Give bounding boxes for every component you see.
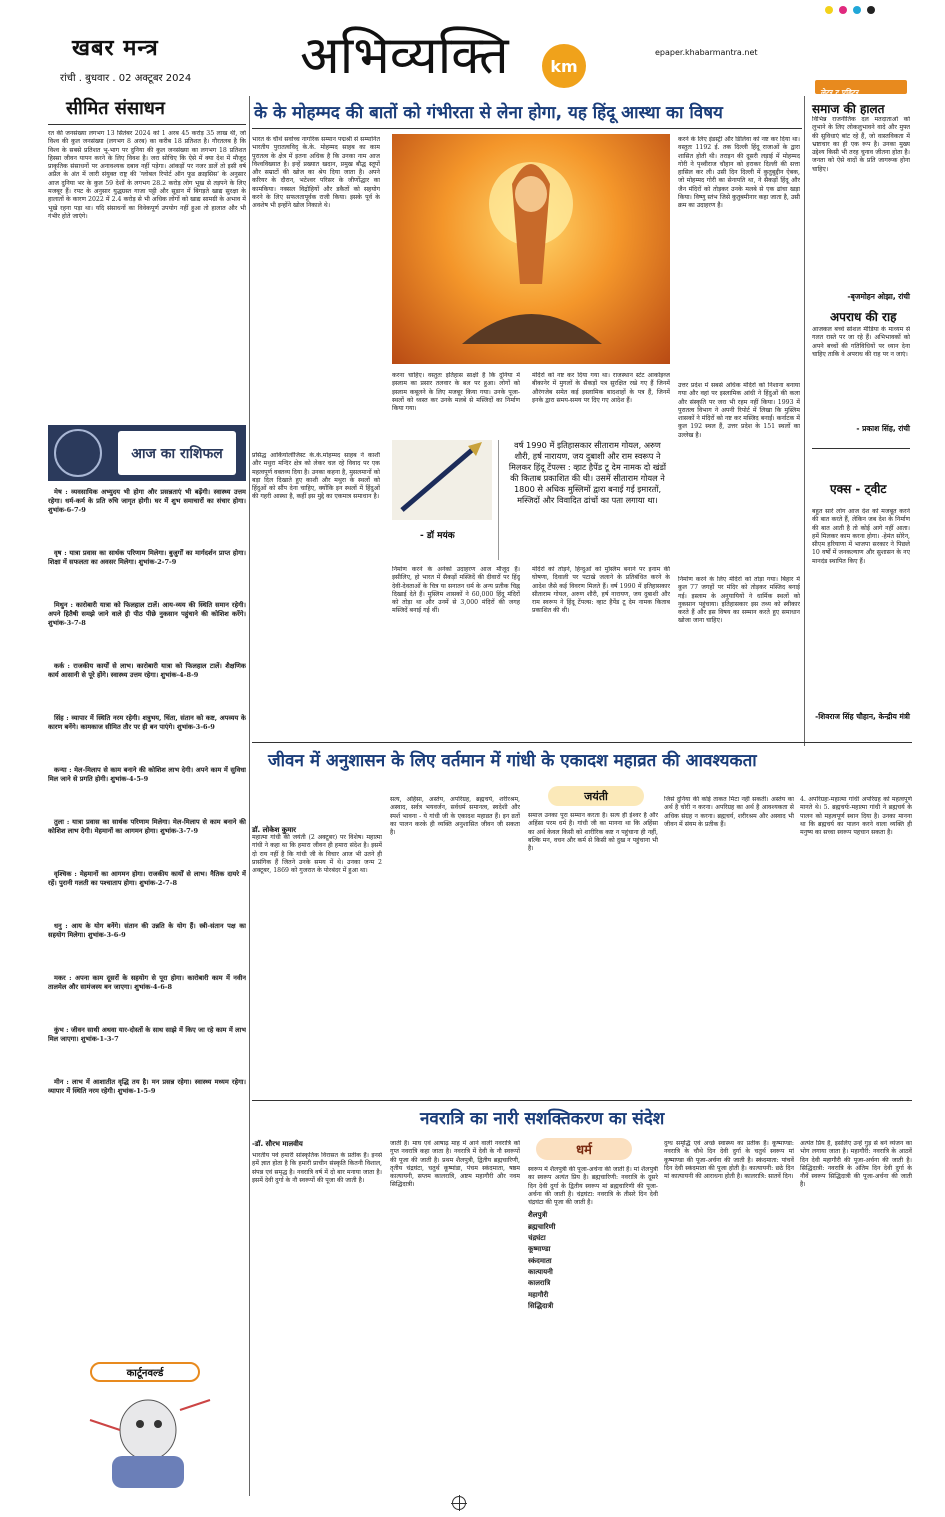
gandhi-headline: जीवन में अनुशासन के लिए वर्तमान में गांधी के एकादश महाव्रत की आवश्यकता [268,751,757,771]
navratri-subhead: ब्रह्मचारिणी [528,1222,556,1231]
rashifal-item: सिंह : व्यापार में स्थिति नरम रहेगी। शत्रुभय, चिंता, संतान को कष्ट, अपव्यय के कारण बनेंगे। कामकाज सीमित तौर पर ही बन पाएंगे। शुभांक-3-6-9 [48,714,246,731]
jayanti-tag [548,786,644,806]
navratri-subhead: कालरात्रि [528,1279,551,1288]
lead-headline: के के मोहम्मद की बातों को गंभीरता से लेना होगा, यह हिंदू आस्था का विषय [254,103,723,123]
rashifal-title: आज का राशिफल [131,445,223,462]
gandhi-byline: डॉ. लोकेश कुमार [252,826,297,834]
divider [249,96,250,1496]
cartoon-illustration [60,1390,236,1490]
lead-author: - डॉ मयंक [420,531,455,541]
brand-name: खबर मन्त्र [72,36,159,61]
navratri-headline: नवरात्रि का नारी सशक्तिकरण का संदेश [420,1109,665,1129]
lead-col-3: करना चाहिए। वस्तुतः इतिहास साक्षी है कि दुनिया में इस्लाम का प्रसार तलवार के बल पर हुआ। लोगों को इस्लाम कबूलने के लिए मजबूर किया गया। उनके पूजा-स्थलों को ध्वस्त कर उनके मलबे से मस्जिदों का निर्माण किया गया। [392,372,520,413]
letter-2-title: अपराध की राह [830,310,897,324]
navratri-col-4: दुग्ध समृद्धि एवं अच्छे स्वास्थ्य का प्रतीक है। कूष्माण्डा: नवरात्रि के चौथे दिन देवी दुर्गा के चतुर्थ स्वरूप मां कूष्माण्डा की पूजा-अर्चना की जाती है। स्कंदमाता: पांचवें दिन देवी स्कंदमाता की पूजा होती है। कात्यायनी: छठे दिन मां कात्यायनी की आराधना होती है। कालरात्रि: सातवें दिन। [664,1140,794,1181]
gandhi-col-1: महात्मा गांधी की जयंती (2 अक्टूबर) पर विशेष। महात्मा गांधी ने कहा था कि हमारा जीवन ही हमारा संदेश है। इसमें दो राय नहीं है कि गांधी जी के विचार आज भी उतने ही प्रासंगिक हैं जितने उनके समय में थे। उनका जन्म 2 अक्टूबर, 1869 को गुजरात के पोरबंदर में हुआ था। [252,834,382,875]
letter-2-sign: - प्रकाश सिंह, रांची [856,424,910,433]
navratri-subheads [528,1211,658,1310]
cartoon-header [90,1362,200,1382]
rashifal-item: कुंभ : जीवन साथी अथवा यार-दोस्तों के साथ साझे में किए जा रहे काम में लाभ मिल जाएगा। शुभांक-1-3-7 [48,1026,246,1043]
navratri-subhead: महागौरी [528,1290,549,1299]
registration-dot [839,6,847,14]
registration-dot [867,6,875,14]
km-logo-icon: km [542,44,586,88]
lead-col-6b: निर्माण करने के लिए मंदिरों को तोड़ा गया। बिहार में कुल 77 जगहों पर मंदिर को तोड़कर मस्जिद बनाई गई। इस्लाम के अनुयायियों ने धार्मिक स्थलों को नुकसान पहुंचाया। इतिहासकार इस तथ्य को स्वीकार करते हैं और इस विषय का सम्मान करते हुए समाधान खोजा जाना चाहिए। [678,576,800,625]
letter-1-title: समाज की हालत [812,102,885,116]
navratri-col-2: जाती है। माघ एवं आषाढ़ माह में आने वाली नवरात्रि को गुप्त नवरात्रि कहा जाता है। नवरात्रि में देवी के नौ स्वरूपों की पूजा की जाती है। प्रथम शैलपुत्री, द्वितीय ब्रह्मचारिणी, तृतीय चंद्रघंटा, चतुर्थ कूष्मांडा, पंचम स्कंदमाता, षष्ठम कात्यायनी, सप्तम कालरात्रि, अष्टम महागौरी और नवम सिद्धिदात्री। [390,1140,520,1189]
lead-col-6: उत्तर प्रदेश में सबसे अधिक मंदिरों को निशाना बनाया गया और वहां पर इस्लामिक आंधी ने हिंदुओं की कला और संस्कृति पर जरा भी रहम नहीं किया। 1993 में पुरातत्व विभाग ने अपनी रिपोर्ट में लिखा कि मुस्लिम शासकों ने मंदिरों को नष्ट कर मस्जिद बनाईं। कर्नाटक में कुल 192 स्थल हैं, उत्तर प्रदेश के 151 स्थलों का उल्लेख है। [678,382,800,439]
registration-crosshair-icon [452,1496,466,1510]
registration-dot [853,6,861,14]
navratri-subhead: स्कंदमाता [528,1256,552,1265]
tweets-title: एक्स - ट्वीट [830,482,887,496]
navratri-byline: -डॉ. सौरभ मालवीय [252,1140,303,1148]
rashifal-item: वृश्चिक : मेहमानों का आगमन होगा। राजकीय कार्यों से लाभ। नैतिक दायरे में रहें। पुरानी गलती का पश्चाताप होगा। शुभांक-2-7-8 [48,870,246,887]
divider [252,128,802,129]
registration-dot [825,6,833,14]
letter-2-body: आजकल बच्चे सोशल मीडिया के माध्यम से गलत रास्ते पर जा रहे हैं। अभिभावकों को अपने बच्चों की गतिविधियों पर ध्यान देना चाहिए ताकि वे अपराध की राह पर न जाएं। [812,326,910,358]
pen-image [392,440,492,520]
lead-col-1: भारत के चौथे सर्वोच्च नागरिक सम्मान पद्मश्री से सम्मानित भारतीय पुरातत्वविद् के.के. मोहम्मद साहब का काम पुरातत्व के क्षेत्र में इतना अधिक है कि उनका नाम आज विश्वविख्यात है। इन्हें प्रख्यात खदान, प्रमुख बौद्ध स्तूपों और सम्राटों की खोज का श्रेय दिया जाता है। अपने करियर के दौरान, भटेश्वर परिसर के जीर्णोद्धार का कामकिया। नक्सल विद्रोहियों और डकैतों को सहयोग करने के लिए सफलतापूर्वक राजी किया। इसके पूर्व के अवशेष भी इन्होंने खोज निकाले थे। [252,136,380,210]
rashifal-item: कन्या : मेल-मिलाप से काम बनाने की कोशिश लाभ देगी। अपने काम में सुविधा मिल जाने से प्रगति होगी। शुभांक-4-5-9 [48,766,246,783]
navratri-subhead: कूष्माण्डा [528,1245,551,1254]
page-title: अभिव्यक्ति [300,26,509,86]
registration-marks [825,6,875,14]
tweets-sign: -शिवराज सिंह चौहान, केन्द्रीय मंत्री [815,712,910,721]
navratri-col-5: अत्यंत प्रिय है, इसलिए उन्हें गुड़ से बने व्यंजन का भोग लगाया जाता है। महागौरी: नवरात्रि के आठवें दिन देवी महागौरी की पूजा-अर्चना की जाती है। सिद्धिदात्री: नवरात्रि के अंतिम दिन देवी दुर्गा के नौवें स्वरूप सिद्धिदात्री की पूजा-अर्चना की जाती है। [800,1140,912,1189]
gandhi-col-2: सत्य, अहिंसा, अस्तेय, अपरिग्रह, ब्रह्मचर्य, शरीरश्रम, अस्वाद, सर्वत्र भयवर्जन, सर्वधर्म समानत्व, स्वदेशी और स्पर्श भावना - ये गांधी जी के एकादश महाव्रत हैं। इन व्रतों का पालन करके ही व्यक्ति अनुशासित जीवन जी सकता है। [390,796,520,837]
zodiac-wheel-icon [54,429,102,477]
masthead [0,0,945,100]
gandhi-col-3: समाज उनका पूरा सम्मान करता है। सत्य ही ईश्वर है और अहिंसा परम धर्म है। गांधी जी का मानना था कि अहिंसा का अर्थ केवल किसी को शारीरिक कष्ट न पहुंचाना ही नहीं, बल्कि मन, वचन और कर्म से किसी को दुख न पहुंचाना भी है। [528,812,658,853]
divider [812,448,910,449]
jayanti-tag-label: जयंती [584,789,608,803]
rashifal-item: वृष : यात्रा प्रवास का सार्थक परिणाम मिलेगा। बुजुर्गों का मार्गदर्शन प्राप्त होगा। शिक्षा में सफलता का अवसर मिलेगा। शुभांक-2-7-9 [48,549,246,566]
lead-col-3b: निर्माण करने के अनेकों उदाहरण आज मौजूद हैं। इसीलिए, हो भारत में सैकड़ों मस्जिदें की दीवारों पर हिंदू देवी-देवताओं के चित्र या सनातन धर्म के अन्य प्रतीक चिह्न दिखाई देते हैं। मुस्लिम शासकों ने 60,000 हिंदू मंदिरों को तोड़ा था और उनमें से 3,000 मंदिरों की जगह मस्जिदें बनाई गई थीं। [392,566,520,615]
rashifal-item: मकर : अपना काम दूसरों के सहयोग से पूरा होगा। कारोबारी काम में नवीन तालमेल और सामंजस्य बन जाएगा। शुभांक-4-6-8 [48,974,246,991]
lead-col-2: प्रसिद्ध आर्कियोलॉजिस्ट के.के.मोहम्मद साहब ने काशी और मथुरा मन्दिर क्षेत्र को लेकर चल रहे विवाद पर एक महत्वपूर्ण वक्तव्य दिया है। उनका कहना है, मुसलमानों को बड़ा दिल दिखाते हुए काशी और मथुरा के स्थलों को हिंदुओं को सौंप देना चाहिए, क्योंकि इन स्थलों में हिंदुओं की गहरी आस्था है, कहीं इस मुद्दे का एकमात्र समाधान है। [252,452,380,501]
gandhi-col-5: 4. अपरिग्रहः-महात्मा गांधी अपरिग्रह को महत्वपूर्ण मानते थे। 5. ब्रह्मचर्यः-महात्मा गांधी ने ब्रह्मचर्य के पालन को महत्वपूर्ण स्थान दिया है। उनका मानना था कि ब्रह्मचर्य का पालन करने वाला व्यक्ति ही मनुष्य का सच्चा स्वरूप पहचान सकता है। [800,796,912,837]
lead-col-5: करने के लिए इंडस्ट्री और डिलिवा को नष्ट कर दिया था। वस्तुतः 1192 ई. तक दिल्ली हिंदू राजाओं के द्वारा शासित होती थी। तराइन की दूसरी लड़ाई में मोहम्मद गोरी ने पृथ्वीराज चौहान को हराकर दिल्ली की सत्ता हासिल कर ली। उसी दिन दिल्ली में कुतुबुद्दीन ऐबक, जो मोहम्मद गोरी का सेनापति था, ने सैकड़ों हिंदू और जैन मंदिरों को तोड़कर उनके मलबे से एक ढांचा खड़ा किया। विष्णु स्तंभ जिसे कुतुबमीनार कहा जाता है, उसी क्रम का उदाहरण है। [678,136,800,210]
dharm-tag [536,1138,632,1160]
navratri-col-3: स्वरूप में शैलपुत्री की पूजा-अर्चना की जाती है। मां शैलपुत्री का स्वरूप अत्यंत प्रिय है। ब्रह्मचारिणी: नवरात्रि के दूसरे दिन देवी दुर्गा के द्वितीय स्वरूप मां ब्रह्मचारिणी की पूजा-अर्चना की जाती है। चंद्रघंटा: नवरात्रि के तीसरे दिन देवी चंद्रघंटा की पूजा की जाती है। शैलपुत्री ब्रह्मचारिणी चंद्रघंटा कूष्माण्डा स्कंदमाता कात्यायनी कालरात्रि महागौरी सिद्धिदात्री [528,1166,658,1310]
navratri-subhead: चंद्रघंटा [528,1234,546,1243]
pull-quote-text: वर्ष 1990 में इतिहासकार सीताराम गोयल, अरुण शौरी, हर्ष नारायण, जय दुबाशी और राम स्वरूप ने मिलकर हिंदू टेंपल्स : व्हाट हैपेंड टू देम नामक दो खंडों की किताब प्रकाशित की थी। उसमें सीताराम गोयल ने 1800 से अधिक मुस्लिमों द्वारा बनाई गई इमारतों, मस्जिदों और विवादित ढांचों का पता लगाया था। [508,440,667,505]
rashifal-banner [48,425,246,481]
lead-col-4: मंदिरों को नष्ट कर दिया गया था। राजस्थान स्टेट आर्काइव्ज बीकानेर में मुगलों के सैकड़ों पत्र सुरक्षित रखे गए हैं जिनमें औरंगजेब समेत कई इस्लामिक बादशाहों के पत्र हैं, जिनमें इनके द्वारा समय-समय पर दिए गए आदेश हैं। [532,372,670,404]
editorial-title: सीमित संसाधन [66,98,165,119]
lead-col-4b: मंदिरों को तोड़ने, हिन्दुओं को मुस्लिम बनाने पर इनाम की घोषणा, दिवाली पर पटाखे जलाने के प्रतिबंधित करने के आदेश जैसे कई विवरण मिलते हैं। वर्ष 1990 में इतिहासकार सीताराम गोयल, अरुण शौरी, हर्ष नारायण, जय दुबाशी और राम स्वरूप ने हिंदू टेंपल्स: व्हाट हैपेंड टू देम नामक किताब प्रकाशित की थी। [532,566,670,615]
letter-1-body: विभिन्न राजनीतिक दल मतदाताओं को लुभाने के लिए लोकलुभावने वादे और मुफ्त की सुविधाएं बांट रहे हैं, जो वास्तविकता में भ्रष्टाचार का ही एक रूप है। उनका मुख्य उद्देश्य किसी भी तरह चुनाव जीतना होता है। जनता को ऐसे वादों के प्रति जागरूक होना चाहिए। [812,116,910,173]
divider [252,1100,912,1101]
letters-label-badge: लेटर टू एडिटर [815,80,907,94]
rashifal-item: मिथुन : कारोबारी यात्रा को फिलहाल टालें। आय-व्यय की स्थिति समान रहेगी। अपने हितैषी समझे जाने वाले ही पीठ पीछे नुकसान पहुंचाने की कोशिश करेंगे। शुभांक-3-7-8 [48,601,246,627]
epaper-url[interactable]: epaper.khabarmantra.net [655,48,758,57]
rashifal-title-box [118,431,236,475]
navratri-subhead: कात्यायनी [528,1267,553,1276]
rashifal-item: तुला : यात्रा प्रवास का सार्थक परिणाम मिलेगा। मेल-मिलाप से काम बनाने की कोशिश लाभ देगी। मेहमानों का आगमन होगा। शुभांक-3-7-9 [48,818,246,835]
dharm-tag-label: धर्म [576,1143,592,1158]
rashifal-item: मेष : व्यवसायिक अभ्युदय भी होगा और प्रसन्नताएं भी बढ़ेंगी। स्वास्थ्य उत्तम रहेगा। धर्म-कर्म के प्रति रुचि जागृत होगी। घर में शुभ समाचारों का संचार होगा। शुभांक-6-7-9 [48,488,246,514]
letter-1-sign: -बृजमोहन ओझा, रांची [847,292,910,301]
editorial-body: रत की जनसंख्या लगभग 13 सितंबर 2024 को 1 अरब 45 करोड़ 35 लाख थी, जो विश्व की कुल जनसंख्या (लगभग 8 अरब) का करीब 18 प्रतिशत है। गौरतलब है कि विश्व के सबसे प्रतिशत भू-भाग पर दुनिया की कुल जनसंख्या का लगभग 18 प्रतिशत हिस्सा जीवन यापन करने के लिए विवश है। जरा सोचिए कि ऐसे में क्या देश में मौजूद प्राकृतिक संसाधनों पर अनावश्यक दबाव नहीं पड़ेगा। आंकड़ों पर नजर डालें तो इसी वर्ष अप्रैल के अंत में जारी संयुक्त राष्ट्र की 'ग्लोबल रिपोर्ट ऑन फूड क्राइसिस' के अनुसार आज दुनिया भर के कुल 59 देशों के लगभग 28.2 करोड़ लोग भूख से तड़पने के लिए मजबूर हैं। रपट के अनुसार युद्धग्रस्त गाजा पट्टी और सूडान में बिगड़ते खाद्य सुरक्षा के हालातों के कारण 2022 में 2.4 करोड़ से भी अधिक लोगों को खाद्य सामग्री के अभाव में भूखे रहना पड़ा था। यदि संसाधनों का विवेकपूर्ण उपयोग नहीं हुआ तो हालात और भी गंभीर होते जाएंगे। [48,130,246,220]
navratri-subhead: शैलपुत्री [528,1211,548,1220]
gandhi-col-4: जिसे दुनिया की कोई ताकत मिटा नहीं सकती। अस्तेय का अर्थ है चोरी न करना। अपरिग्रह का अर्थ है आवश्यकता से अधिक संग्रह न करना। ब्रह्मचर्य, शरीरश्रम और अस्वाद भी जीवन में संयम के प्रतीक हैं। [664,796,794,828]
pull-quote [498,440,670,560]
divider [48,124,246,125]
rashifal-item: मीन : लाभ में आशातीत वृद्धि तय है। मन प्रसन्न रहेगा। स्वास्थ्य मध्यम रहेगा। व्यापार में स्थिति नरम रहेगी। शुभांक-1-5-9 [48,1078,246,1095]
divider [804,96,805,746]
lead-image [392,134,670,364]
rashifal-list [48,488,246,1343]
rashifal-item: धनु : आय के योग बनेंगे। संतान की उन्नति के योग हैं। स्त्री-संतान पक्ष का सहयोग मिलेगा। शुभांक-3-6-9 [48,922,246,939]
tweets-body: बहुत सारे लोग आज देश को मजबूत करने की बात करते हैं, लेकिन जब देश के निर्माण की बात आती है तो कोई आगे नहीं आता। हमें मिलकर काम करना होगा। -हेमंत सोरेन, सीएम हरियाणा में भाजपा सरकार ने पिछले 10 वर्षों में जनकल्याण और सुशासन के नए मानदंड स्थापित किए हैं। [812,508,910,565]
rashifal-item: कर्क : राजकीय कार्यों से लाभ। कारोबारी यात्रा को फिलहाल टालें। शैक्षणिक कार्य आसानी से पूरे होंगे। स्वास्थ्य उत्तम रहेगा। शुभांक-4-8-9 [48,662,246,679]
navratri-subhead: सिद्धिदात्री [528,1301,554,1310]
divider [252,742,912,743]
cartoon-title: कार्टूनवर्ल्ड [126,1368,164,1379]
dateline: रांची . बुधवार . 02 अक्टूबर 2024 [60,73,192,84]
navratri-col-1: भारतीय पर्व हमारी सांस्कृतिक विरासत के प्रतीक हैं। इनसे हमें ज्ञात होता है कि हमारी प्राचीन संस्कृति कितनी विशाल, संपन्न एवं समृद्ध है। नवरात्रि वर्ष में दो बार मनाया जाता है। इसमें देवी दुर्गा के नौ स्वरूपों की पूजा की जाती है। [252,1152,382,1184]
